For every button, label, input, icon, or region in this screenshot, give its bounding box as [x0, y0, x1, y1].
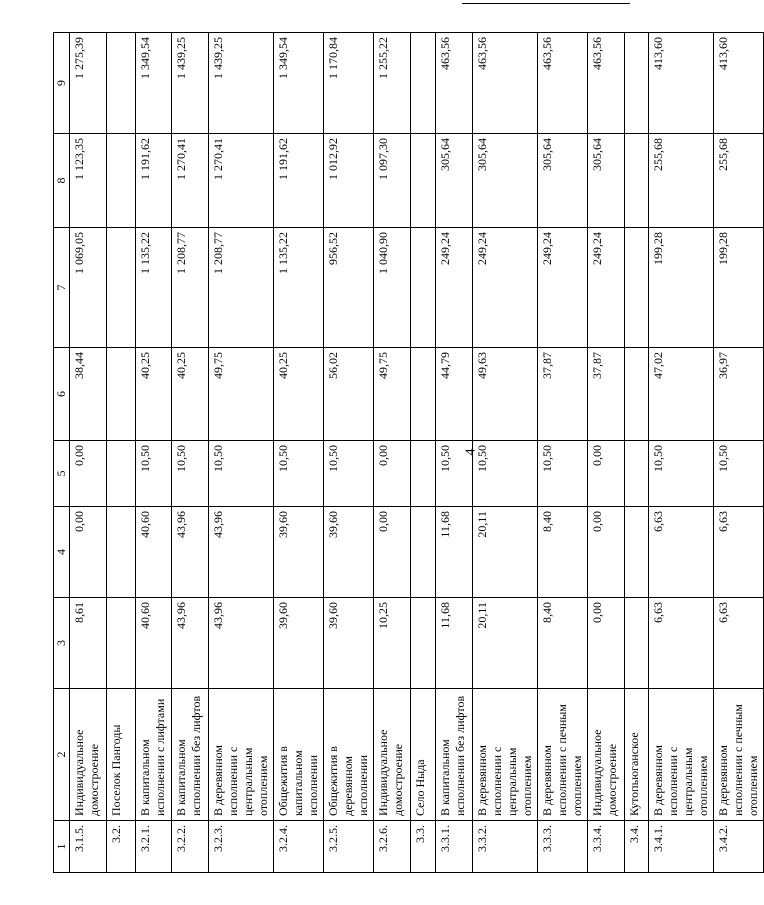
section-index: 3.3.	[411, 821, 436, 873]
cell-value: 39,60	[324, 507, 374, 598]
section-title: Кутопьюганское	[625, 689, 649, 821]
rotated-table-container	[53, 33, 760, 873]
cell-value: 11,68	[436, 598, 473, 689]
cell-value: 10,50	[538, 441, 588, 507]
page-number: 4	[463, 448, 479, 456]
row-index: 3.1.5.	[70, 821, 107, 873]
row-name: В капитальном исполнении с лифтами	[136, 689, 172, 821]
table-row	[136, 33, 172, 873]
table-row	[714, 33, 764, 873]
cell-value: 37,87	[588, 348, 625, 441]
row-index: 3.4.2.	[714, 821, 764, 873]
row-index: 3.3.4.	[588, 821, 625, 873]
cell-value: 1 097,30	[374, 134, 411, 228]
cell-value: 6,63	[649, 507, 714, 598]
cell-value: 199,28	[714, 228, 764, 348]
cell-value: 8,61	[70, 598, 107, 689]
cell-value: 463,56	[436, 33, 473, 134]
cell-value: 39,60	[324, 598, 374, 689]
header-row	[54, 33, 70, 873]
cell-value: 0,00	[588, 441, 625, 507]
cell-value: 1 439,25	[172, 33, 209, 134]
row-index: 3.3.3.	[538, 821, 588, 873]
table-row	[324, 33, 374, 873]
cell-value: 1 040,90	[374, 228, 411, 348]
cell-value: 956,52	[324, 228, 374, 348]
row-name: В деревянном исполнении с печным отоплением	[714, 689, 764, 821]
column-header: 3	[54, 598, 70, 689]
cell-value: 1 170,84	[324, 33, 374, 134]
row-index: 3.2.3.	[209, 821, 274, 873]
row-index: 3.2.1.	[136, 821, 172, 873]
cell-value: 0,00	[588, 598, 625, 689]
cell-value: 463,56	[473, 33, 538, 134]
cell-value: 8,40	[538, 507, 588, 598]
cell-value: 10,50	[436, 441, 473, 507]
cell-value: 40,25	[274, 348, 324, 441]
cell-value: 10,50	[649, 441, 714, 507]
cell-value: 0,00	[374, 507, 411, 598]
row-name: В капитальном исполнении без лифтов	[172, 689, 209, 821]
cell-value: 43,96	[209, 598, 274, 689]
cell-value: 1 208,77	[172, 228, 209, 348]
column-header: 9	[54, 33, 70, 134]
cell-value: 38,44	[70, 348, 107, 441]
row-index: 3.2.5.	[324, 821, 374, 873]
cell-value: 1 439,25	[209, 33, 274, 134]
cell-value: 10,50	[172, 441, 209, 507]
section-index: 3.2.	[107, 821, 136, 873]
cell-value: 20,11	[473, 507, 538, 598]
cell-value: 1 208,77	[209, 228, 274, 348]
row-index: 3.2.4.	[274, 821, 324, 873]
cell-value: 1 123,35	[70, 134, 107, 228]
row-name: Общежития в капитальном исполнении	[274, 689, 324, 821]
table-row	[70, 33, 107, 873]
cell-value: 463,56	[538, 33, 588, 134]
cell-value: 1 349,54	[136, 33, 172, 134]
cell-value: 49,75	[209, 348, 274, 441]
cell-value: 249,24	[538, 228, 588, 348]
column-header: 5	[54, 441, 70, 507]
cell-value: 10,50	[473, 441, 538, 507]
cell-value: 1 191,62	[136, 134, 172, 228]
cell-value: 0,00	[70, 507, 107, 598]
cell-value: 199,28	[649, 228, 714, 348]
cell-value: 49,63	[473, 348, 538, 441]
cell-value: 56,02	[324, 348, 374, 441]
cell-value: 44,79	[436, 348, 473, 441]
cell-value: 43,96	[209, 507, 274, 598]
row-name: В деревянном исполнении с центральным отоплением	[473, 689, 538, 821]
table-row	[274, 33, 324, 873]
cell-value: 10,50	[136, 441, 172, 507]
section-title: Село Ныда	[411, 689, 436, 821]
table-row	[538, 33, 588, 873]
cell-value: 1 349,54	[274, 33, 324, 134]
cell-value: 1 012,92	[324, 134, 374, 228]
column-header: 7	[54, 228, 70, 348]
row-index: 3.3.1.	[436, 821, 473, 873]
row-name: В деревянном исполнении с печным отоплением	[538, 689, 588, 821]
cell-value: 1 270,41	[172, 134, 209, 228]
row-name: Общежития в деревянном исполнении	[324, 689, 374, 821]
table-row	[588, 33, 625, 873]
cell-value: 10,50	[324, 441, 374, 507]
cell-value: 40,60	[136, 507, 172, 598]
cell-value: 0,00	[374, 441, 411, 507]
table-row	[172, 33, 209, 873]
cell-value: 249,24	[588, 228, 625, 348]
cell-value: 39,60	[274, 507, 324, 598]
row-index: 3.4.1.	[649, 821, 714, 873]
cell-value: 0,00	[588, 507, 625, 598]
section-row	[107, 33, 136, 873]
cell-value: 43,96	[172, 507, 209, 598]
cell-value: 39,60	[274, 598, 324, 689]
cell-value: 36,97	[714, 348, 764, 441]
column-header: 8	[54, 134, 70, 228]
cell-value: 1 255,22	[374, 33, 411, 134]
cell-value: 1 135,22	[274, 228, 324, 348]
cell-value: 0,00	[70, 441, 107, 507]
cell-value: 463,56	[588, 33, 625, 134]
column-header: 2	[54, 689, 70, 821]
cell-value: 40,25	[136, 348, 172, 441]
row-name: В деревянном исполнении с центральным отоплением	[209, 689, 274, 821]
cell-value: 305,64	[538, 134, 588, 228]
cell-value: 43,96	[172, 598, 209, 689]
cell-value: 1 135,22	[136, 228, 172, 348]
cell-value: 6,63	[714, 598, 764, 689]
cell-value: 20,11	[473, 598, 538, 689]
cell-value: 249,24	[473, 228, 538, 348]
cell-value: 10,25	[374, 598, 411, 689]
cell-value: 305,64	[436, 134, 473, 228]
row-index: 3.2.6.	[374, 821, 411, 873]
cell-value: 10,50	[714, 441, 764, 507]
cell-value: 1 270,41	[209, 134, 274, 228]
cell-value: 6,63	[649, 598, 714, 689]
cell-value: 37,87	[538, 348, 588, 441]
row-name: В деревянном исполнении с центральным отоплением	[649, 689, 714, 821]
row-name: Индивидуальное домостроение	[70, 689, 107, 821]
cell-value: 1 191,62	[274, 134, 324, 228]
cell-value: 305,64	[473, 134, 538, 228]
cell-value: 6,63	[714, 507, 764, 598]
section-row	[625, 33, 649, 873]
column-header: 6	[54, 348, 70, 441]
row-index: 3.3.2.	[473, 821, 538, 873]
cell-value: 255,68	[714, 134, 764, 228]
cell-value: 1 069,05	[70, 228, 107, 348]
table-row	[209, 33, 274, 873]
column-header: 1	[54, 821, 70, 873]
cell-value: 10,50	[274, 441, 324, 507]
section-index: 3.4.	[625, 821, 649, 873]
cell-value: 49,75	[374, 348, 411, 441]
table-row	[436, 33, 473, 873]
row-name: Индивидуальное домостроение	[588, 689, 625, 821]
tariff-table	[53, 32, 764, 873]
cell-value: 8,40	[538, 598, 588, 689]
cell-value: 249,24	[436, 228, 473, 348]
table-row	[649, 33, 714, 873]
cell-value: 413,60	[714, 33, 764, 134]
column-header: 4	[54, 507, 70, 598]
cell-value: 47,02	[649, 348, 714, 441]
cell-value: 1 275,39	[70, 33, 107, 134]
cell-value: 11,68	[436, 507, 473, 598]
cell-value: 255,68	[649, 134, 714, 228]
cell-value: 40,25	[172, 348, 209, 441]
row-name: Индивидуальное домостроение	[374, 689, 411, 821]
row-index: 3.2.2.	[172, 821, 209, 873]
row-name: В капитальном исполнении без лифтов	[436, 689, 473, 821]
section-title: Поселок Пангоды	[107, 689, 136, 821]
cell-value: 413,60	[649, 33, 714, 134]
table-row	[374, 33, 411, 873]
top-rule	[462, 3, 630, 4]
cell-value: 40,60	[136, 598, 172, 689]
cell-value: 10,50	[209, 441, 274, 507]
section-row	[411, 33, 436, 873]
table-row	[473, 33, 538, 873]
cell-value: 305,64	[588, 134, 625, 228]
